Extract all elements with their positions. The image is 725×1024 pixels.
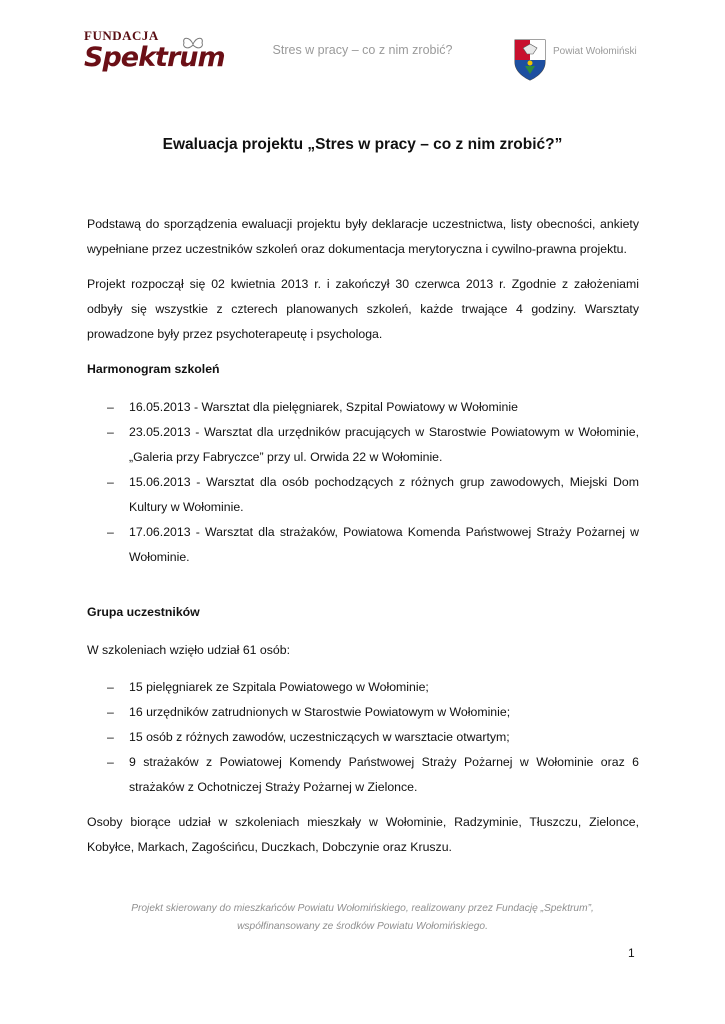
- logo-main-text: Spektrum: [84, 42, 225, 73]
- schedule-heading: Harmonogram szkoleń: [87, 362, 220, 376]
- paragraph-locations: Osoby biorące udział w szkoleniach mieszkały w Wołominie, Radzyminie, Tłuszczu, Zielonce, Kobyłce, Markach, Zagościńcu, Duczkach, Dobczynie oraz Kruszu.: [87, 815, 639, 854]
- schedule-list: [87, 395, 639, 570]
- list-marker: –: [107, 425, 114, 439]
- list-item: – 16.05.2013 - Warsztat dla pielęgniarek, Szpital Powiatowy w Wołominie: [87, 395, 639, 420]
- footer-line-2: współfinansowany ze środków Powiatu Wołomińskiego.: [237, 921, 488, 932]
- list-marker: –: [107, 755, 114, 769]
- participants-intro: W szkoleniach wzięło udział 61 osób:: [87, 643, 291, 657]
- list-marker: –: [107, 475, 114, 489]
- list-marker: –: [107, 400, 114, 414]
- list-marker: –: [107, 525, 114, 539]
- list-marker: –: [107, 730, 114, 744]
- list-item: – 23.05.2013 - Warsztat dla urzędników pracujących w Starostwie Powiatowym w Wołominie, „Galeria przy Fabryczce” przy ul. Orwida 22 w Wołominie.: [87, 420, 639, 470]
- page-footer: [0, 900, 725, 936]
- list-item: – 15.06.2013 - Warsztat dla osób pochodzących z różnych grup zawodowych, Miejski Dom Kultury w Wołominie.: [87, 470, 639, 520]
- participants-heading: Grupa uczestników: [87, 605, 200, 619]
- header-project-title: Stres w pracy – co z nim zrobić?: [272, 43, 453, 57]
- list-item: – 15 osób z różnych zawodów, uczestniczących w warsztacie otwartym;: [87, 725, 639, 750]
- list-item: – 9 strażaków z Powiatowej Komendy Państwowej Straży Pożarnej w Wołominie oraz 6 strażaków z Ochotniczej Straży Pożarnej w Zielonce.: [87, 750, 639, 800]
- document-body: [87, 212, 639, 860]
- paragraph-evaluation-basis: Podstawą do sporządzenia ewaluacji projektu były deklaracje uczestnictwa, listy obecności, ankiety wypełniane przez uczestników szkoleń oraz dokumentacja merytoryczna i cywilno-prawna projektu.: [87, 217, 639, 256]
- list-item: – 15 pielęgniarek ze Szpitala Powiatowego w Wołominie;: [87, 675, 639, 700]
- participants-list: [87, 675, 639, 800]
- header-county-name: Powiat Wołomiński: [553, 46, 637, 57]
- list-marker: –: [107, 705, 114, 719]
- list-item: – 17.06.2013 - Warsztat dla strażaków, Powiatowa Komenda Państwowej Straży Pożarnej w Wołominie.: [87, 520, 639, 570]
- document-title: Ewaluacja projektu „Stres w pracy – co z nim zrobić?”: [162, 136, 563, 153]
- coat-of-arms-icon: [513, 38, 547, 82]
- page-number: 1: [628, 946, 635, 960]
- list-item: – 16 urzędników zatrudnionych w Starostwie Powiatowym w Wołominie;: [87, 700, 639, 725]
- list-marker: –: [107, 680, 114, 694]
- paragraph-project-timeline: Projekt rozpoczął się 02 kwietnia 2013 r. i zakończył 30 czerwca 2013 r. Zgodnie z założeniami odbyły się wszystkie z czterech planowanych szkoleń, każde trwające 4 godziny. Warsztaty prowadzone były przez psychoterapeutę i psychologa.: [87, 277, 639, 341]
- page-header: [0, 0, 725, 100]
- logo-small-text: FUNDACJA: [84, 28, 159, 43]
- footer-line-1: Projekt skierowany do mieszkańców Powiatu Wołomińskiego, realizowany przez Fundację „Spektrum”,: [131, 903, 594, 914]
